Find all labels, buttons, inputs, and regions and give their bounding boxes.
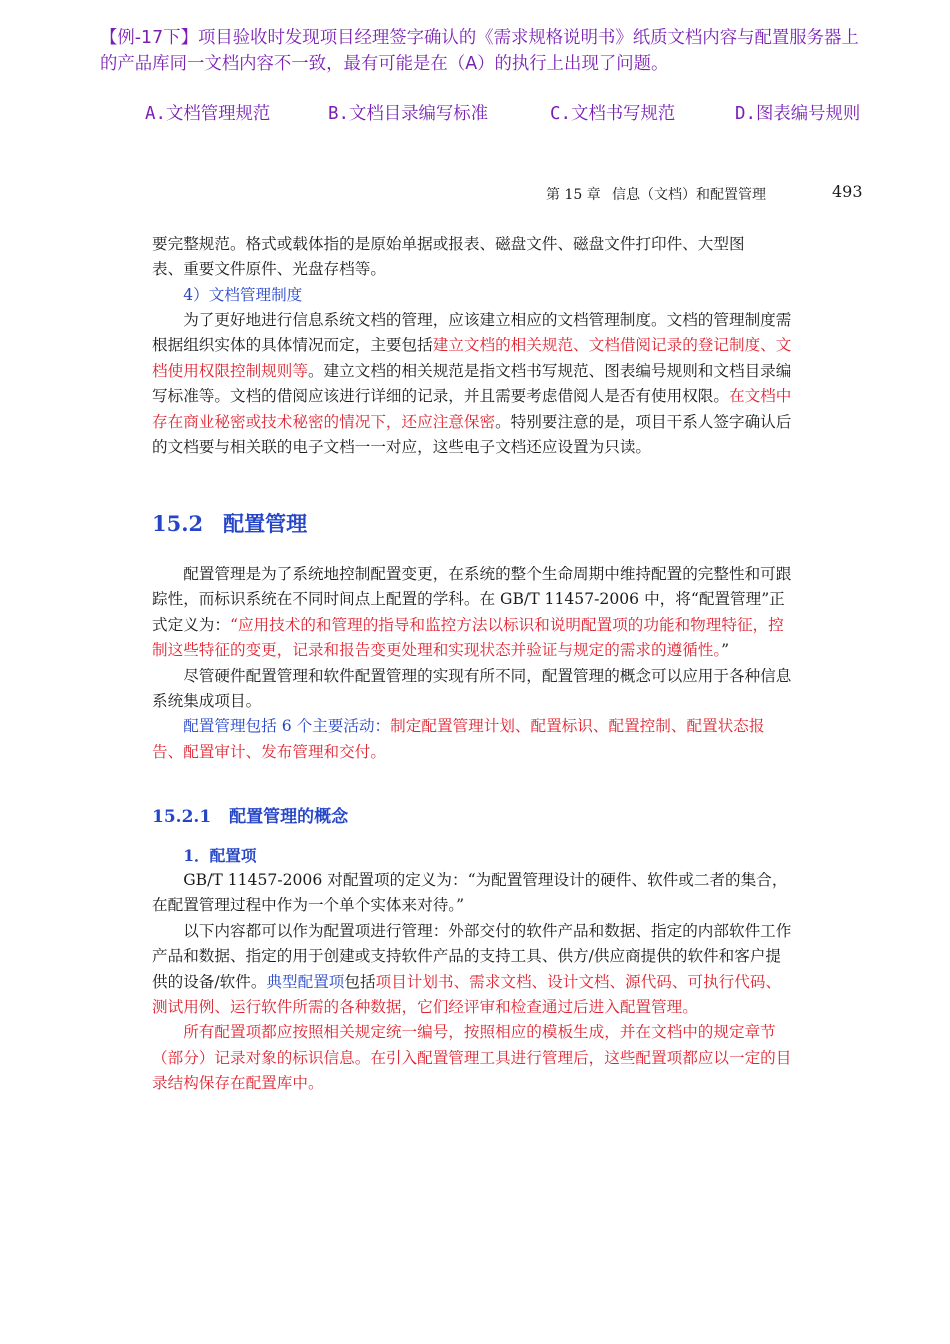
chapter-label: 第 15 章 bbox=[546, 187, 601, 203]
page-number: 493 bbox=[832, 182, 863, 201]
chapter-title: 信息（文档）和配置管理 bbox=[612, 187, 766, 203]
question-line-1: 【例-17下】项目验收时发现项目经理签字确认的《需求规格说明书》纸质文档内容与配置服务器上 bbox=[100, 28, 859, 48]
carryover-paragraph: 要完整规范。格式或载体指的是原始单据或报表、磁盘文件、磁盘文件打印件、大型图 表、重要文件原件、光盘存档等。 bbox=[152, 235, 745, 279]
config-item-numbering: 所有配置项都应按照相关规定统一编号，按照相应的模板生成，并在文档中的规定章节（部分）记录对象的标识信息。在引入配置管理工具进行管理后，这些配置项都应以一定的目录结构保存在配置库中。 bbox=[152, 1023, 792, 1093]
section-heading: 15.2 配置管理 bbox=[152, 511, 308, 536]
subsection-heading: 15.2.1 配置管理的概念 bbox=[152, 807, 349, 827]
config-item-section bbox=[152, 868, 792, 1097]
config-item-list: 以下内容都可以作为配置项进行管理：外部交付的软件产品和数据、指定的内部软件工作产品和数据、指定的用于创建或支持软件产品的支持工具、供方/供应商提供的软件和客户提供的设备/软件。典型配置项包括项目计划书、需求文档、设计文档、源代码、可执行代码、测试用例、运行软件所需的各种数据，它们经评审和检查通过后进入配置管理。 bbox=[152, 921, 792, 1017]
config-definition-paragraph: 配置管理是为了系统地控制配置变更，在系统的整个生命周期中维持配置的完整性和可跟踪性，而标识系统在不同时间点上配置的学科。在 GB/T 11457-2006 中，将“配置管理”正式定义为：“应用技术的和管理的指导和监控方法以标识和说明配置项的功能和物理特征，控制这些特征的变更，记录和报告变更处理和实现状态并验证与规定的需求的遵循性。” 尽管硬件配置管理和软件配置管理的实现有所不同，配置管理的概念可以应用于各种信息系统集成项目。 配置管理包括 6 个主要活动：制定配置管理计划、配置标识、配置控制、配置状态报告、配置审计、发布管理和交付。 bbox=[152, 562, 792, 765]
hw-sw-paragraph: 尽管硬件配置管理和软件配置管理的实现有所不同，配置管理的概念可以应用于各种信息系统集成项目。 bbox=[152, 666, 792, 711]
subheading-doc-mgmt-system: 4）文档管理制度 bbox=[183, 286, 303, 304]
option-b: B.文档目录编写标准 bbox=[328, 104, 489, 124]
question-line-2: 的产品库同一文档内容不一致，最有可能是在（A）的执行上出现了问题。 bbox=[100, 54, 669, 74]
option-d: D.图表编号规则 bbox=[735, 104, 861, 124]
config-item-definition: GB/T 11457-2006 对配置项的定义为：“为配置管理设计的硬件、软件或二者的集合，在配置管理过程中作为一个单个实体来对待。” bbox=[152, 871, 788, 915]
activities-paragraph: 配置管理包括 6 个主要活动：制定配置管理计划、配置标识、配置控制、配置状态报告、配置审计、发布管理和交付。 bbox=[152, 717, 765, 761]
option-c: C.文档书写规范 bbox=[550, 104, 676, 124]
item-config-item-heading: 1．配置项 bbox=[183, 846, 257, 865]
option-a: A.文档管理规范 bbox=[145, 104, 271, 124]
doc-mgmt-paragraph: 为了更好地进行信息系统文档的管理，应该建立相应的文档管理制度。文档的管理制度需根据组织实体的具体情况而定，主要包括建立文档的相关规范、文档借阅记录的登记制度、文档使用权限控制规则等。建立文档的相关规范是指文档书写规范、图表编号规则和文档目录编写标准等。文档的借阅应该进行详细的记录，并且需要考虑借阅人是否有使用权限。在文档中存在商业秘密或技术秘密的情况下，还应注意保密。特别要注意的是，项目干系人签字确认后的文档要与相关联的电子文档一一对应，这些电子文档还应设置为只读。 bbox=[152, 311, 792, 457]
